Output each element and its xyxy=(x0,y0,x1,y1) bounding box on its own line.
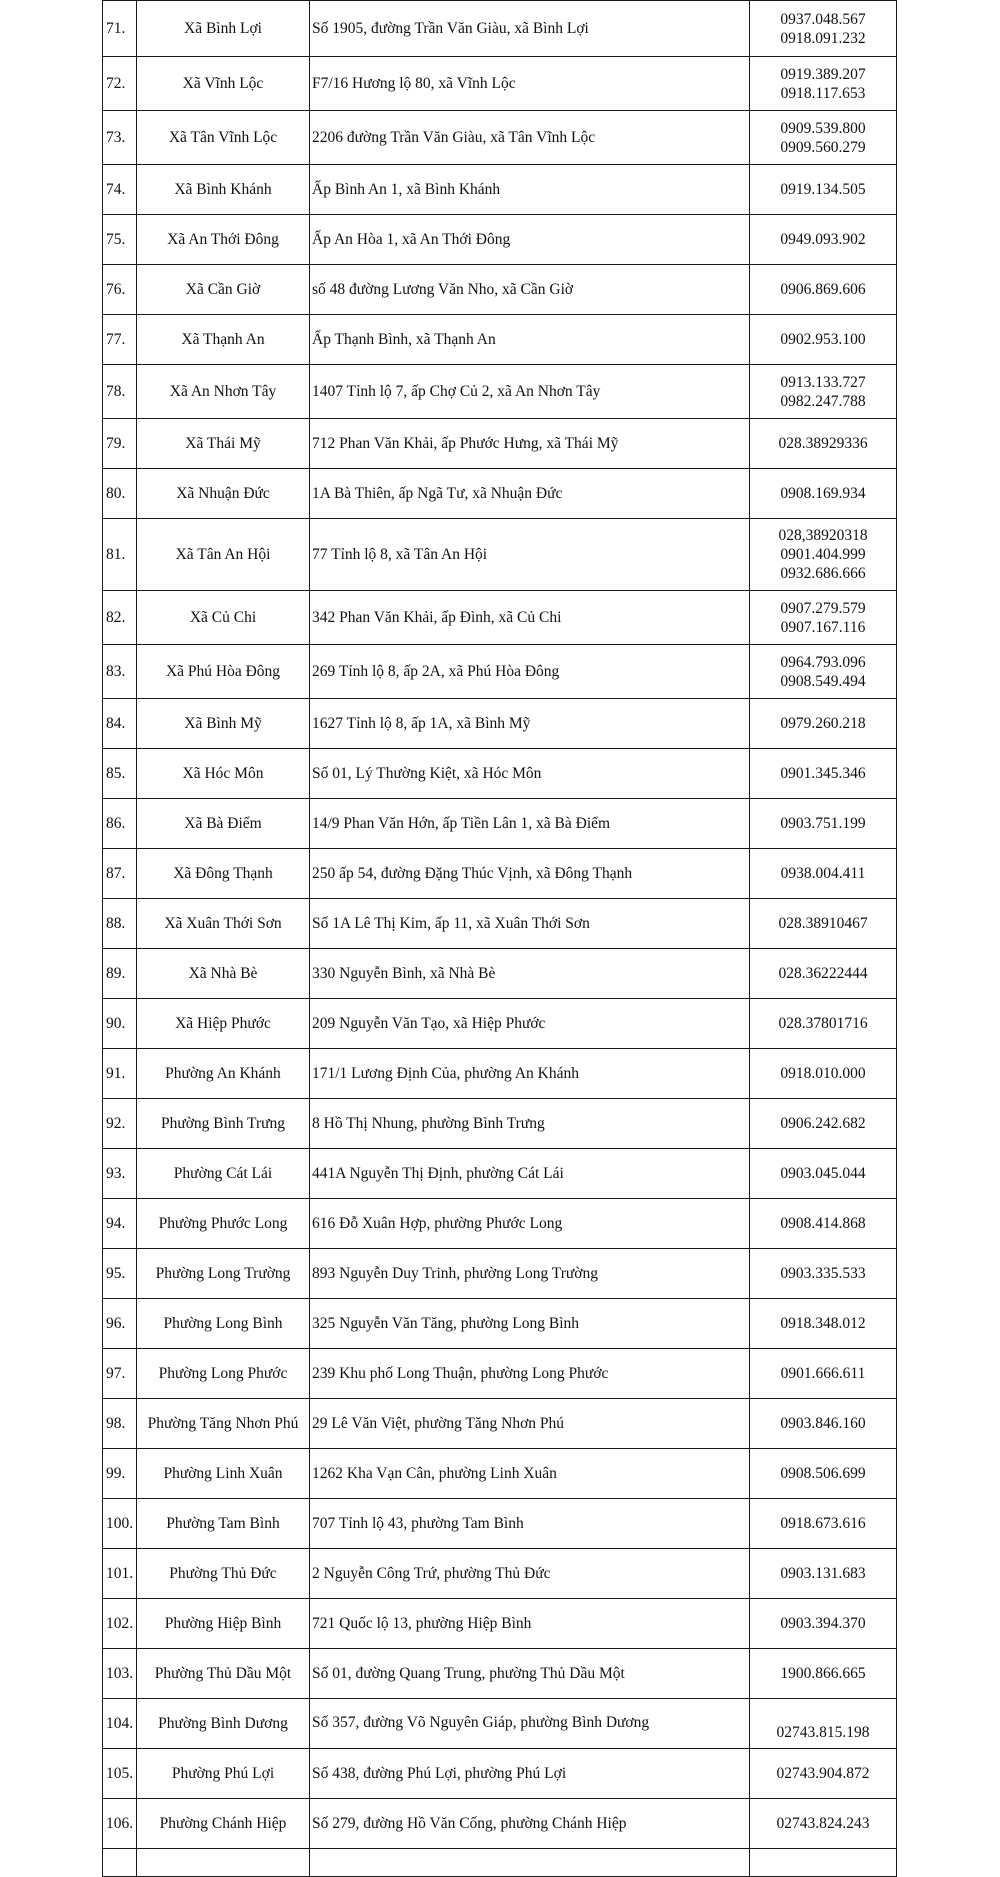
table-row xyxy=(103,519,897,591)
unit-phone-cell xyxy=(750,57,897,111)
table-row xyxy=(103,1749,897,1799)
unit-phone-cell xyxy=(750,1749,897,1799)
phone-number: 0913.133.727 xyxy=(780,373,866,391)
unit-name: Xã Thạnh An xyxy=(137,315,310,365)
unit-phone-cell xyxy=(750,1199,897,1249)
table-row xyxy=(103,999,897,1049)
unit-name: Xã Nhà Bè xyxy=(137,949,310,999)
table-row xyxy=(103,1249,897,1299)
unit-address: Ấp An Hòa 1, xã An Thới Đông xyxy=(310,215,750,265)
unit-address: Số 01, Lý Thường Kiệt, xã Hóc Môn xyxy=(310,749,750,799)
unit-name: Xã Tân Vĩnh Lộc xyxy=(137,111,310,165)
phone-number: 0903.751.199 xyxy=(780,815,866,832)
phone-number: 0949.093.902 xyxy=(780,231,866,248)
unit-phone-cell xyxy=(750,1149,897,1199)
row-number: 77. xyxy=(103,315,137,365)
unit-address: Ấp Thạnh Bình, xã Thạnh An xyxy=(310,315,750,365)
table-row xyxy=(103,899,897,949)
table-row xyxy=(103,749,897,799)
unit-phone-cell xyxy=(750,799,897,849)
unit-phone-cell xyxy=(750,519,897,591)
unit-name: Phường Bình Trưng xyxy=(137,1099,310,1149)
phone-number: 0937.048.567 xyxy=(780,10,866,28)
unit-phone-cell xyxy=(750,1249,897,1299)
row-number: 82. xyxy=(103,591,137,645)
unit-address: Số 438, đường Phú Lợi, phường Phú Lợi xyxy=(310,1749,750,1799)
phone-number: 0919.134.505 xyxy=(780,181,866,198)
phone-number: 028.37801716 xyxy=(778,1015,868,1032)
table-row xyxy=(103,1,897,57)
row-number: 81. xyxy=(103,519,137,591)
unit-phone-cell xyxy=(750,645,897,699)
phone-number: 0903.131.683 xyxy=(780,1565,866,1582)
phone-number: 0932.686.666 xyxy=(780,565,866,582)
unit-address: 239 Khu phố Long Thuận, phường Long Phước xyxy=(310,1349,750,1399)
row-number: 90. xyxy=(103,999,137,1049)
unit-address: 1A Bà Thiên, ấp Ngã Tư, xã Nhuận Đức xyxy=(310,469,750,519)
unit-address: 8 Hồ Thị Nhung, phường Bình Trưng xyxy=(310,1099,750,1149)
unit-address: 269 Tỉnh lộ 8, ấp 2A, xã Phú Hòa Đông xyxy=(310,645,750,699)
table-row xyxy=(103,265,897,315)
unit-name: Phường Thủ Dầu Một xyxy=(137,1649,310,1699)
phone-number: 0906.869.606 xyxy=(780,281,866,298)
unit-name: Xã Củ Chi xyxy=(137,591,310,645)
unit-name: Xã An Nhơn Tây xyxy=(137,365,310,419)
unit-name: Xã Thái Mỹ xyxy=(137,419,310,469)
unit-address: 342 Phan Văn Khải, ấp Đình, xã Củ Chi xyxy=(310,591,750,645)
unit-name: Phường Long Trường xyxy=(137,1249,310,1299)
unit-address: 616 Đỗ Xuân Hợp, phường Phước Long xyxy=(310,1199,750,1249)
unit-name: Phường Tăng Nhơn Phú xyxy=(137,1399,310,1449)
phone-number: 0918.091.232 xyxy=(780,29,866,47)
unit-address: Số 01, đường Quang Trung, phường Thủ Dầu Một xyxy=(310,1649,750,1699)
unit-address: 29 Lê Văn Việt, phường Tăng Nhơn Phú xyxy=(310,1399,750,1449)
unit-name: Xã Hiệp Phước xyxy=(137,999,310,1049)
table-row xyxy=(103,1399,897,1449)
unit-address: 1627 Tỉnh lộ 8, ấp 1A, xã Bình Mỹ xyxy=(310,699,750,749)
unit-phone-cell xyxy=(750,1549,897,1599)
row-number: 95. xyxy=(103,1249,137,1299)
unit-name: Xã Cần Giờ xyxy=(137,265,310,315)
table-row xyxy=(103,1049,897,1099)
unit-phone-cell xyxy=(750,1399,897,1449)
phone-number: 0902.953.100 xyxy=(780,331,866,348)
table-row xyxy=(103,57,897,111)
unit-phone-cell xyxy=(750,215,897,265)
row-number: 71. xyxy=(103,1,137,57)
phone-number: 0907.167.116 xyxy=(780,618,866,636)
phone-number: 0903.045.044 xyxy=(780,1165,866,1182)
table-row xyxy=(103,849,897,899)
unit-name xyxy=(137,1849,310,1877)
row-number: 75. xyxy=(103,215,137,265)
table-row xyxy=(103,1149,897,1199)
table-row xyxy=(103,1299,897,1349)
unit-name: Xã Nhuận Đức xyxy=(137,469,310,519)
unit-address: Số 279, đường Hồ Văn Cống, phường Chánh Hiệp xyxy=(310,1799,750,1849)
phone-number: 0908.414.868 xyxy=(780,1215,866,1232)
table-row xyxy=(103,591,897,645)
unit-address: 14/9 Phan Văn Hớn, ấp Tiền Lân 1, xã Bà Điểm xyxy=(310,799,750,849)
unit-phone-cell xyxy=(750,1599,897,1649)
unit-name: Phường Chánh Hiệp xyxy=(137,1799,310,1849)
unit-name: Phường Thủ Đức xyxy=(137,1549,310,1599)
unit-phone-cell xyxy=(750,699,897,749)
unit-name: Phường Phước Long xyxy=(137,1199,310,1249)
phone-number: 0918.117.653 xyxy=(780,84,866,102)
phone-number: 1900.866.665 xyxy=(780,1665,866,1682)
row-number: 92. xyxy=(103,1099,137,1149)
row-number: 80. xyxy=(103,469,137,519)
unit-address: 441A Nguyễn Thị Định, phường Cát Lái xyxy=(310,1149,750,1199)
unit-name: Xã Bình Mỹ xyxy=(137,699,310,749)
unit-address: Số 1A Lê Thị Kim, ấp 11, xã Xuân Thới Sơn xyxy=(310,899,750,949)
unit-phone-cell xyxy=(750,1799,897,1849)
table-body xyxy=(103,1,897,1877)
unit-phone-cell xyxy=(750,1499,897,1549)
row-number xyxy=(103,1849,137,1877)
unit-name: Phường Bình Dương xyxy=(137,1699,310,1749)
unit-name: Xã Bình Lợi xyxy=(137,1,310,57)
row-number: 87. xyxy=(103,849,137,899)
row-number: 98. xyxy=(103,1399,137,1449)
phone-number: 0907.279.579 xyxy=(780,599,866,617)
row-number: 89. xyxy=(103,949,137,999)
row-number: 85. xyxy=(103,749,137,799)
unit-name: Phường Phú Lợi xyxy=(137,1749,310,1799)
unit-phone-cell xyxy=(750,849,897,899)
table-row xyxy=(103,1099,897,1149)
row-number: 93. xyxy=(103,1149,137,1199)
unit-address: số 48 đường Lương Văn Nho, xã Cần Giờ xyxy=(310,265,750,315)
unit-address: 171/1 Lương Định Của, phường An Khánh xyxy=(310,1049,750,1099)
row-number: 104. xyxy=(103,1699,137,1749)
phone-number: 02743.824.243 xyxy=(776,1815,870,1832)
row-number: 84. xyxy=(103,699,137,749)
phone-number: 0909.539.800 xyxy=(780,119,866,137)
row-number: 79. xyxy=(103,419,137,469)
unit-address: 721 Quốc lộ 13, phường Hiệp Bình xyxy=(310,1599,750,1649)
unit-phone-cell xyxy=(750,591,897,645)
row-number: 83. xyxy=(103,645,137,699)
phone-number: 0918.673.616 xyxy=(780,1515,866,1532)
phone-number: 0918.348.012 xyxy=(780,1315,866,1332)
row-number: 78. xyxy=(103,365,137,419)
unit-address: 325 Nguyễn Văn Tăng, phường Long Bình xyxy=(310,1299,750,1349)
table-row xyxy=(103,1549,897,1599)
row-number: 97. xyxy=(103,1349,137,1399)
table-row xyxy=(103,949,897,999)
unit-address: 893 Nguyễn Duy Trinh, phường Long Trường xyxy=(310,1249,750,1299)
office-directory-table xyxy=(102,0,897,1877)
unit-phone-cell xyxy=(750,1449,897,1499)
phone-number: 02743.815.198 xyxy=(776,1724,870,1741)
row-number: 88. xyxy=(103,899,137,949)
phone-number: 0909.560.279 xyxy=(780,138,866,156)
unit-address: 2206 đường Trần Văn Giàu, xã Tân Vĩnh Lộc xyxy=(310,111,750,165)
phone-number: 0901.404.999 xyxy=(780,546,866,563)
unit-phone-cell xyxy=(750,265,897,315)
unit-address: 707 Tỉnh lộ 43, phường Tam Bình xyxy=(310,1499,750,1549)
row-number: 106. xyxy=(103,1799,137,1849)
unit-address: 330 Nguyễn Bình, xã Nhà Bè xyxy=(310,949,750,999)
row-number: 100. xyxy=(103,1499,137,1549)
unit-phone-cell xyxy=(750,749,897,799)
table-row xyxy=(103,699,897,749)
unit-name: Xã Hóc Môn xyxy=(137,749,310,799)
phone-number: 0901.666.611 xyxy=(780,1365,866,1382)
table-row xyxy=(103,799,897,849)
unit-phone-cell xyxy=(750,1349,897,1399)
unit-address xyxy=(310,1849,750,1877)
phone-number: 0964.793.096 xyxy=(780,653,866,671)
unit-name: Xã Đông Thạnh xyxy=(137,849,310,899)
table-row xyxy=(103,111,897,165)
row-number: 72. xyxy=(103,57,137,111)
phone-number: 0919.389.207 xyxy=(780,65,866,83)
table-row xyxy=(103,645,897,699)
unit-phone-cell xyxy=(750,469,897,519)
table-row xyxy=(103,1699,897,1749)
row-number: 73. xyxy=(103,111,137,165)
table-row xyxy=(103,215,897,265)
unit-name: Phường Long Bình xyxy=(137,1299,310,1349)
row-number: 74. xyxy=(103,165,137,215)
table-row xyxy=(103,1849,897,1877)
table-row xyxy=(103,315,897,365)
phone-number: 0982.247.788 xyxy=(780,392,866,410)
unit-address: Số 1905, đường Trần Văn Giàu, xã Bình Lợi xyxy=(310,1,750,57)
unit-name: Xã Vĩnh Lộc xyxy=(137,57,310,111)
row-number: 102. xyxy=(103,1599,137,1649)
phone-number: 0903.394.370 xyxy=(780,1615,866,1632)
phone-number: 0908.549.494 xyxy=(780,672,866,690)
unit-address: F7/16 Hương lộ 80, xã Vĩnh Lộc xyxy=(310,57,750,111)
phone-number: 0979.260.218 xyxy=(780,715,866,732)
unit-phone-cell xyxy=(750,315,897,365)
unit-phone-cell xyxy=(750,111,897,165)
unit-name: Phường Hiệp Bình xyxy=(137,1599,310,1649)
unit-phone-cell xyxy=(750,365,897,419)
table-row xyxy=(103,1449,897,1499)
phone-number: 0938.004.411 xyxy=(780,865,866,882)
unit-address: 2 Nguyễn Công Trứ, phường Thủ Đức xyxy=(310,1549,750,1599)
table-row xyxy=(103,1199,897,1249)
table-row xyxy=(103,419,897,469)
unit-phone-cell xyxy=(750,165,897,215)
unit-name: Xã An Thới Đông xyxy=(137,215,310,265)
phone-number: 0918.010.000 xyxy=(780,1065,866,1082)
table-row xyxy=(103,469,897,519)
phone-number: 0901.345.346 xyxy=(780,765,866,782)
unit-phone-cell xyxy=(750,419,897,469)
phone-number: 0903.335.533 xyxy=(780,1265,866,1282)
table-row xyxy=(103,365,897,419)
phone-number: 028.38929336 xyxy=(778,435,868,452)
unit-address: Số 357, đường Võ Nguyên Giáp, phường Bình Dương xyxy=(310,1699,750,1749)
unit-address: 250 ấp 54, đường Đặng Thúc Vịnh, xã Đông Thạnh xyxy=(310,849,750,899)
table-row xyxy=(103,1499,897,1549)
unit-phone-cell xyxy=(750,1099,897,1149)
unit-name: Phường Cát Lái xyxy=(137,1149,310,1199)
phone-number: 0908.169.934 xyxy=(780,485,866,502)
phone-number: 02743.904.872 xyxy=(776,1765,870,1782)
unit-phone-cell xyxy=(750,1649,897,1699)
unit-address: 77 Tỉnh lộ 8, xã Tân An Hội xyxy=(310,519,750,591)
phone-number: 0903.846.160 xyxy=(780,1415,866,1432)
unit-address: 1262 Kha Vạn Cân, phường Linh Xuân xyxy=(310,1449,750,1499)
row-number: 99. xyxy=(103,1449,137,1499)
unit-name: Xã Tân An Hội xyxy=(137,519,310,591)
unit-address: 1407 Tỉnh lộ 7, ấp Chợ Củ 2, xã An Nhơn Tây xyxy=(310,365,750,419)
unit-phone-cell xyxy=(750,949,897,999)
phone-number: 0908.506.699 xyxy=(780,1465,866,1482)
unit-name: Xã Xuân Thới Sơn xyxy=(137,899,310,949)
phone-number: 028.36222444 xyxy=(778,965,868,982)
unit-phone-cell xyxy=(750,999,897,1049)
phone-number: 028,38920318 xyxy=(778,527,868,544)
row-number: 91. xyxy=(103,1049,137,1099)
unit-name: Xã Phú Hòa Đông xyxy=(137,645,310,699)
row-number: 96. xyxy=(103,1299,137,1349)
phone-number: 028.38910467 xyxy=(778,915,868,932)
unit-phone-cell xyxy=(750,1699,897,1749)
unit-address: 209 Nguyễn Văn Tạo, xã Hiệp Phước xyxy=(310,999,750,1049)
unit-name: Xã Bà Điểm xyxy=(137,799,310,849)
unit-phone-cell xyxy=(750,1849,897,1877)
unit-phone-cell xyxy=(750,899,897,949)
unit-address: Ấp Bình An 1, xã Bình Khánh xyxy=(310,165,750,215)
unit-name: Phường Linh Xuân xyxy=(137,1449,310,1499)
table-row xyxy=(103,1349,897,1399)
row-number: 101. xyxy=(103,1549,137,1599)
unit-name: Phường Tam Bình xyxy=(137,1499,310,1549)
row-number: 86. xyxy=(103,799,137,849)
row-number: 76. xyxy=(103,265,137,315)
unit-name: Xã Bình Khánh xyxy=(137,165,310,215)
table-row xyxy=(103,1599,897,1649)
unit-phone-cell xyxy=(750,1049,897,1099)
unit-phone-cell xyxy=(750,1299,897,1349)
row-number: 94. xyxy=(103,1199,137,1249)
row-number: 103. xyxy=(103,1649,137,1699)
unit-name: Phường Long Phước xyxy=(137,1349,310,1399)
row-number: 105. xyxy=(103,1749,137,1799)
unit-phone-cell xyxy=(750,1,897,57)
phone-number: 0906.242.682 xyxy=(780,1115,866,1132)
unit-address: 712 Phan Văn Khải, ấp Phước Hưng, xã Thái Mỹ xyxy=(310,419,750,469)
table-row xyxy=(103,165,897,215)
table-row xyxy=(103,1649,897,1699)
unit-name: Phường An Khánh xyxy=(137,1049,310,1099)
table-row xyxy=(103,1799,897,1849)
